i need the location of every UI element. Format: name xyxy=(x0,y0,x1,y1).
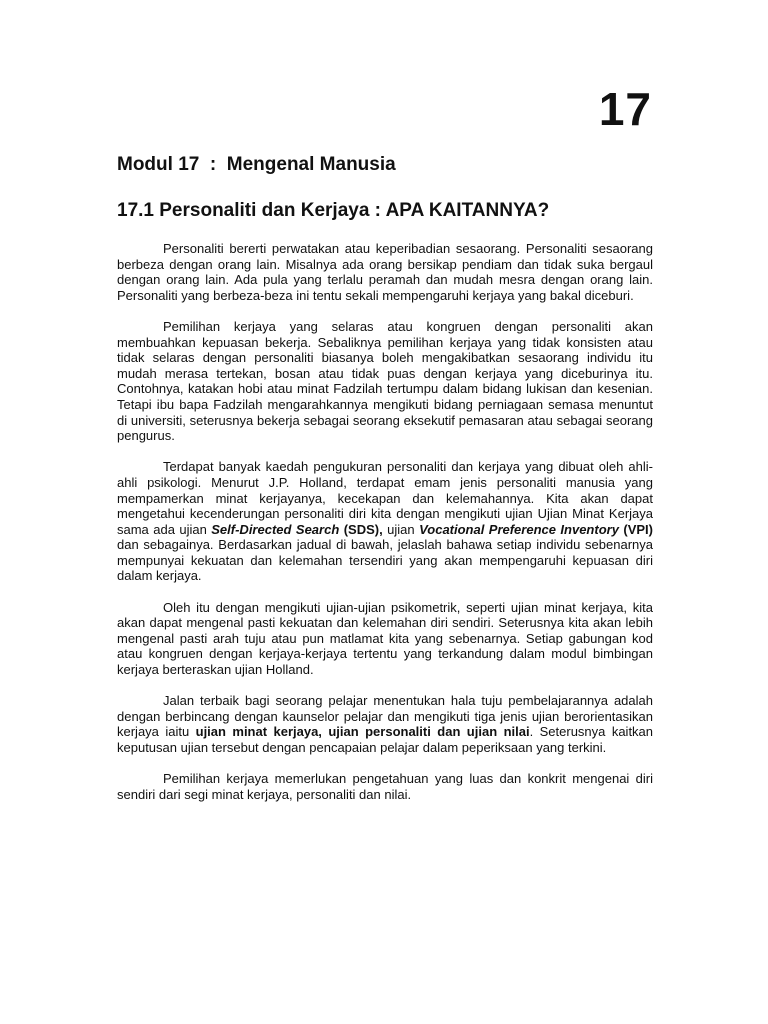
section-title: 17.1 Personaliti dan Kerjaya : APA KAITANNYA? xyxy=(117,200,550,221)
paragraph-text: Terdapat banyak kaedah pengukuran personaliti dan kerjaya yang dibuat oleh ahli-ahli psikologi. Menurut J.P. Holland, terdapat emam jenis personaliti manusia yang mempamerkan minat kerjayanya, kecekapan dan kelemahannya. Kita akan dapat mengetahui kecenderungan personaliti diri kita dengan mengikuti ujian Ujian Minat Kerjaya sama ada ujian xyxy=(117,459,653,537)
paragraph-best-approach xyxy=(117,693,653,755)
paragraph-personality-definition: Personaliti bererti perwatakan atau keperibadian sesaorang. Personaliti sesaorang berbeza dengan orang lain. Misalnya ada orang bersikap pendiam dan tidak suka bergaul dengan orang lain. Ada pula yang terlalu peramah dan mudah mesra dengan orang lain. Personaliti yang berbeza-beza ini tentu sekali mempengaruhi kerjaya yang bakal diceburi. xyxy=(117,241,653,303)
paragraph-text: dan sebagainya. Berdasarkan jadual di bawah, jelaslah bahawa setiap individu sebenarnya mempunyai kekuatan dan kelemahan tersendiri yang akan mempengaruhi kepuasan diri dalam kerjaya. xyxy=(117,537,653,584)
sds-test-name: Self-Directed Search xyxy=(211,521,340,537)
sds-abbreviation: (SDS), xyxy=(339,521,383,537)
paragraph-conclusion: Pemilihan kerjaya memerlukan pengetahuan yang luas dan konkrit mengenai diri sendiri dari segi minat kerjaya, personaliti dan nilai. xyxy=(117,771,653,802)
paragraph-holland-tests xyxy=(117,459,653,584)
test-types-emphasis: ujian minat kerjaya, ujian personaliti dan ujian nilai xyxy=(195,724,530,740)
vpi-abbreviation: (VPI) xyxy=(618,521,653,537)
paragraph-text: Jalan terbaik bagi seorang pelajar menentukan hala tuju pembelajarannya adalah dengan berbincang dengan kaunselor pelajar dan mengikuti tiga jenis ujian berorientasikan kerjaya iaitu xyxy=(117,693,653,740)
paragraph-psychometric-tests: Oleh itu dengan mengikuti ujian-ujian psikometrik, seperti ujian minat kerjaya, kita akan dapat mengenal pasti kekuatan dan kelemahan diri sendiri. Seterusnya kita akan lebih mengenal pasti arah tuju atau pun matlamat kita yang sebenarnya. Setiap gabungan kod atau kongruen dengan kerjaya-kerjaya tertentu yang terkandung dalam modul bimbingan kerjaya berteraskan ujian Holland. xyxy=(117,599,653,678)
paragraph-career-choice: Pemilihan kerjaya yang selaras atau kongruen dengan personaliti akan membuahkan kepuasan bekerja. Sebaliknya pemilihan kerjaya yang tidak konsisten atau tidak selaras dengan personaliti biasanya boleh mengakibatkan sesaorang individu itu mudah merasa tertekan, bosan atau tidak puas dengan kerjaya yang diceburinya itu. Contohnya, katakan hobi atau minat Fadzilah tertumpu dalam bidang lukisan dan kesenian. Tetapi ibu bapa Fadzilah mengarahkannya mengikuti bidang perniagaan semasa menuntut di universiti, seterusnya bekerja sebagai seorang eksekutif pemasaran atau sebagai seorang pengurus. xyxy=(117,318,653,444)
body-text xyxy=(117,241,653,818)
paragraph-text: ujian xyxy=(382,521,420,537)
module-title: Modul 17 : Mengenal Manusia xyxy=(117,154,396,175)
vpi-test-name: Vocational Preference Inventory xyxy=(419,521,619,537)
paragraph-text: . Seterusnya kaitkan keputusan ujian tersebut dengan pencapaian pelajar dalam peperiksaan yang terkini. xyxy=(117,724,654,755)
chapter-number: 17 xyxy=(598,83,652,135)
